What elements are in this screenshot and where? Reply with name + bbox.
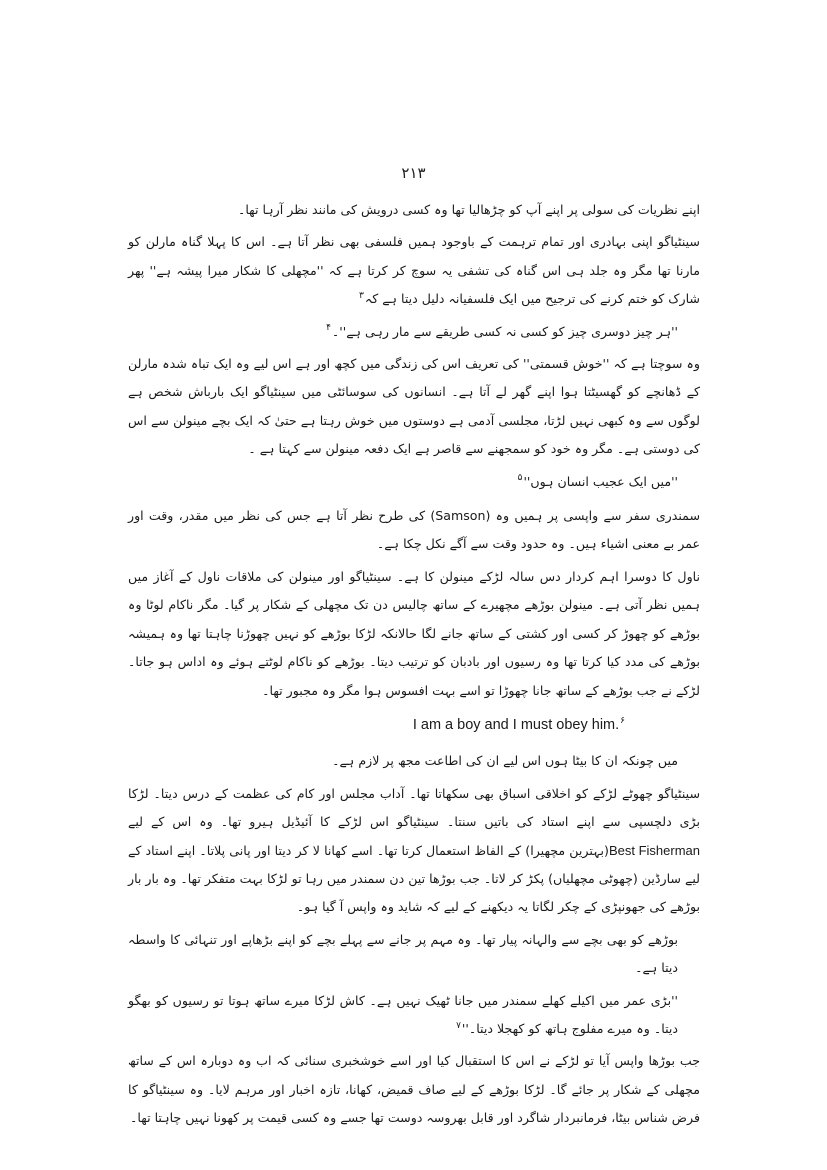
- page-number: ۲۱۳: [401, 164, 426, 182]
- quote-4: ''بڑی عمر میں اکیلے کھلے سمندر میں جانا ٹھیک نہیں ہے۔ کاش لڑکا میرے ساتھ ہوتا تو رسیوں کو بھگو دیتا۔ وہ میرے مفلوج ہاتھ کو کھجلا دیتا۔''$^۷$: [128, 992, 678, 1036]
- paragraph-2: سینٹیاگو اپنی بہادری اور تمام ترہمت کے باوجود ہمیں فلسفی بھی نظر آتا ہے۔ اس کا پہلا گناہ مارلن کو مارنا تھا مگر وہ جلد ہی اس گناہ کی تشفی یہ سوچ کر کرتا ہے کہ ''مچھلی کا شکار میرا پیشہ ہے'' پھر شارک کو ختم کرنے کی ترجیح میں ایک فلسفیانہ دلیل دیتا ہے کہ$^۳$: [128, 234, 700, 307]
- paragraph-3: وہ سوچتا ہے کہ ''خوش قسمتی'' کی تعریف اس کی زندگی میں کچھ اور ہے اس لیے وہ ایک تباہ شدہ مارلن کے ڈھانچے کو گھسیٹتا ہوا اپنے گھر لے آتا ہے۔ انسانوں کی سوسائٹی میں سینٹیاگو ایک بارباش شخص ہے لوگوں سے وہ کبھی نہیں لڑتا، مجلسی آدمی ہے دوستوں میں خوش رہتا ہے حتیٰ کہ ایک بچے مینولن سے اس کی دوستی ہے۔ مگر وہ خود کو سمجھنے سے قاصر ہے ایک دفعہ مینولن سے کہتا ہے ۔: [128, 356, 700, 457]
- quote-1: ''ہر چیز دوسری چیز کو کسی نہ کسی طریقے سے مار رہی ہے''۔$^۴$: [326, 323, 678, 339]
- english-quote: I am a boy and I must obey him.$^۶$: [412, 715, 625, 733]
- footnote-marker[interactable]: ۴: [326, 323, 331, 334]
- paragraph-6: سینٹیاگو چھوٹے لڑکے کو اخلاقی اسباق بھی سکھاتا تھا۔ آداب مجلس اور کام کی عظمت کے درس دیتا۔ لڑکا بڑی دلچسپی سے اپنے استاد کی باتیں سنتا۔ سینٹیاگو اس لڑکے کا آئیڈیل ہیرو تھا۔ وہ اس کے لیے Best Fisherman(بہترین مچھیرا) کے الفاظ استعمال کرتا تھا۔ اسے کھانا لا کر دیتا اور پانی پلاتا۔ اپنے استاد کے لیے سارڈین (چھوٹی مچھلیاں) پکڑ کر لاتا۔ جب بوڑھا تین دن سمندر میں رہا تو لڑکا بہت متفکر تھا۔ وہ بار بار بوڑھے کی جھونپڑی کے چکر لگاتا یہ دیکھنے کے لیے کہ شاید وہ واپس آ گیا ہو۔: [128, 785, 700, 915]
- body-text: [128, 196, 700, 1137]
- quote-2: ''میں ایک عجیب انسان ہوں''$^۵$: [517, 473, 678, 489]
- footnote-marker[interactable]: ۷: [456, 1020, 461, 1031]
- translation-quote: میں چونکہ ان کا بیٹا ہوں اس لیے ان کی اطاعت مجھ پر لازم ہے۔: [332, 753, 678, 769]
- paragraph-5: ناول کا دوسرا اہم کردار دس سالہ لڑکے مینولن کا ہے۔ سینٹیاگو اور مینولن کی ملاقات ناول کے آغاز میں ہمیں نظر آتی ہے۔ مینولن بوڑھے مچھیرے کے ساتھ چالیس دن تک مچھلی کے شکار پر گیا۔ مگر ناکام لوٹا وہ بوڑھے کو چھوڑ کر کسی اور کشتی کے ساتھ جانے لگا حالانکہ لڑکا بوڑھے کو نہیں چھوڑنا چاہتا تھا وہ ہمیشہ بوڑھے کی مدد کیا کرتا تھا وہ رسیوں اور بادبان کو ترتیب دیتا۔ بوڑھے کو ناکام لوٹتے ہوئے وہ اداس ہو جاتا۔ لڑکے نے جب بوڑھے کے ساتھ جانا چھوڑا تو اسے بہت افسوس ہوا مگر وہ مجبور تھا۔: [128, 568, 700, 698]
- english-term: Best Fisherman: [608, 842, 700, 858]
- paragraph-4: سمندری سفر سے واپسی پر ہمیں وہ (Samson) کی طرح نظر آتا ہے جس کی نظر میں مقدر، وقت اور عمر بے معنی اشیاء ہیں۔ وہ حدود وقت سے آگے نکل چکا ہے۔: [128, 508, 700, 552]
- footnote-marker[interactable]: ۳: [359, 291, 364, 302]
- paragraph-1: اپنے نظریات کی سولی پر اپنے آپ کو چڑھالیا تھا وہ کسی درویش کی مانند نظر آرہا تھا۔: [237, 202, 700, 217]
- quote-3: بوڑھے کو بھی بچے سے والہانہ پیار تھا۔ وہ مہم پر جانے سے پہلے بچے کو اپنے بڑھاپے اور تنہائی کا واسطہ دیتا ہے۔: [128, 931, 678, 976]
- footnote-marker[interactable]: ۵: [517, 473, 523, 484]
- footnote-marker[interactable]: ۶: [620, 715, 625, 726]
- paragraph-7: جب بوڑھا واپس آیا تو لڑکے نے اس کا استقبال کیا اور اسے خوشخبری سنائی کہ اب وہ دوبارہ اس کے ساتھ مچھلی کے شکار پر جائے گا۔ لڑکا بوڑھے کے لیے صاف قمیض، کھانا، تازہ اخبار اور مرہم لایا۔ وہ سینٹیاگو کا فرض شناس بیٹا، فرمانبردار شاگرد اور قابل بھروسہ دوست تھا جسے وہ کسی قیمت پر کھونا نہیں چاہتا تھا۔: [128, 1053, 700, 1126]
